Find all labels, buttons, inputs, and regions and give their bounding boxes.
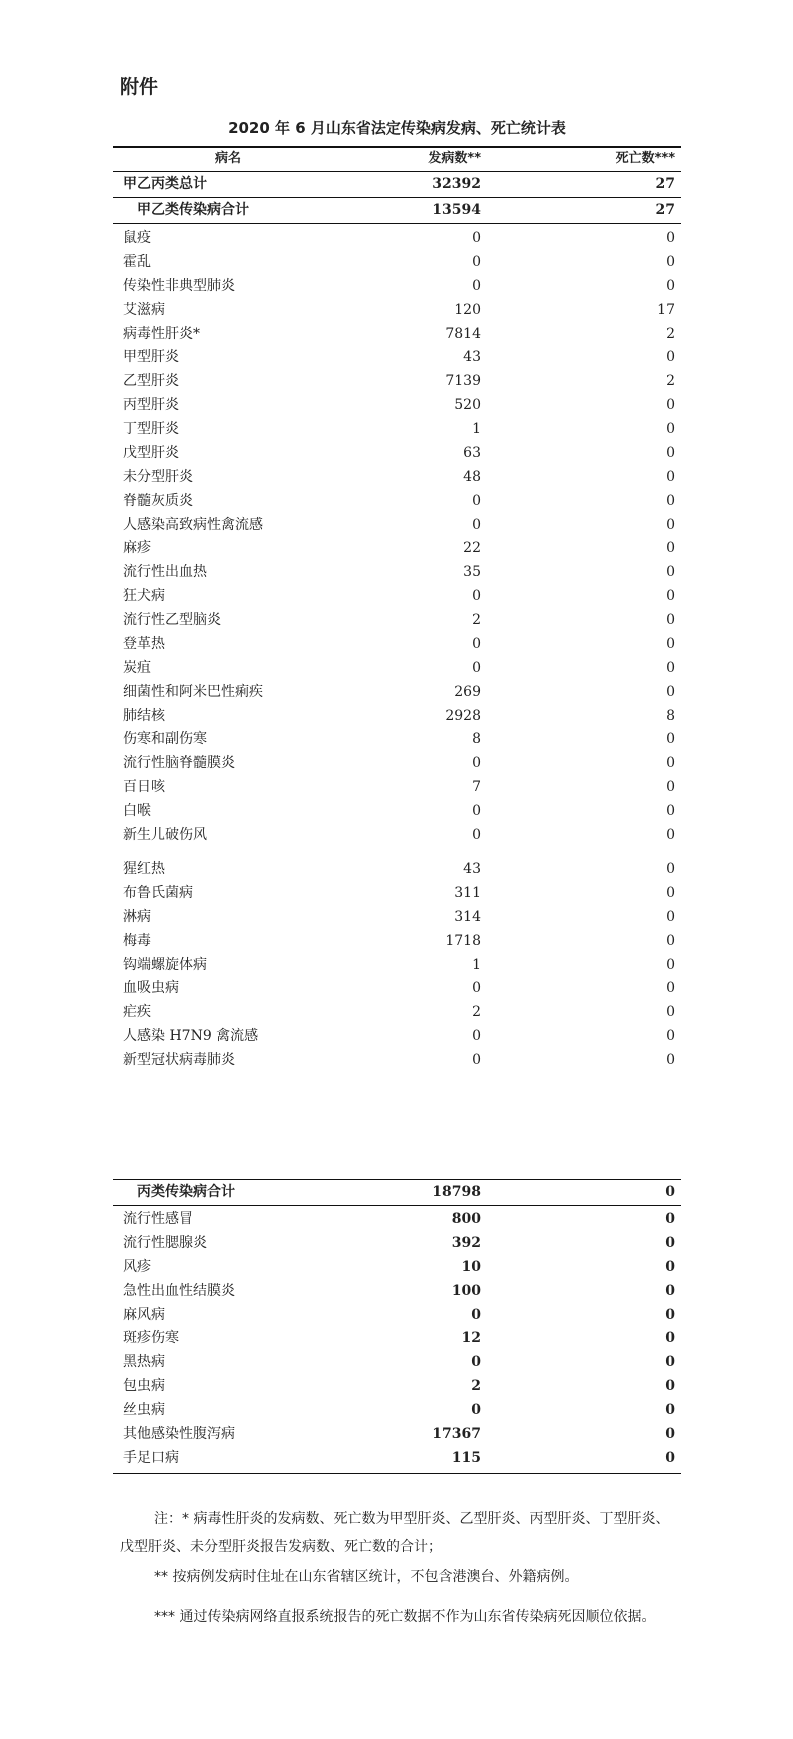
row-name: 霍乱 — [123, 253, 151, 270]
row-cases: 2 — [472, 1004, 481, 1021]
row-deaths: 0 — [666, 683, 675, 700]
row-deaths: 17 — [657, 301, 675, 318]
row-cases: 0 — [472, 635, 481, 652]
row-cases: 0 — [472, 277, 481, 294]
row-cases: 269 — [454, 683, 481, 700]
table-row — [113, 1279, 681, 1303]
table-row — [113, 536, 681, 560]
note-3: *** 通过传染病网络直报系统报告的死亡数据不作为山东省传染病死因顺位依据。 — [154, 1609, 656, 1625]
row-name: 麻风病 — [123, 1306, 165, 1323]
row-cases: 35 — [463, 564, 481, 581]
c-total-bottom-rule — [113, 1205, 681, 1206]
row-name: 急性出血性结膜炎 — [123, 1282, 235, 1299]
row-name: 甲型肝炎 — [123, 349, 179, 366]
row-deaths: 0 — [666, 908, 675, 925]
row-deaths: 0 — [666, 588, 675, 605]
table-row — [113, 881, 681, 905]
row-deaths: 27 — [655, 176, 675, 192]
row-name: 流行性出血热 — [123, 564, 207, 581]
row-name: 钩端螺旋体病 — [123, 956, 207, 973]
row-cases: 120 — [454, 301, 481, 318]
row-cases: 0 — [472, 230, 481, 246]
row-cases: 0 — [471, 1354, 481, 1371]
row-cases: 115 — [451, 1449, 481, 1466]
row-deaths: 0 — [666, 444, 675, 461]
row-cases: 18798 — [432, 1184, 481, 1200]
row-deaths: 0 — [666, 827, 675, 843]
row-deaths: 0 — [666, 980, 675, 997]
row-name: 脊髓灰质炎 — [123, 492, 193, 509]
row-cases: 0 — [472, 980, 481, 997]
table-row — [113, 345, 681, 369]
row-name: 梅毒 — [123, 932, 151, 949]
row-deaths: 0 — [666, 635, 675, 652]
table-row — [113, 298, 681, 322]
table-row — [113, 250, 681, 274]
row-deaths: 0 — [665, 1330, 675, 1347]
table-row — [113, 1024, 681, 1048]
row-cases: 0 — [472, 1052, 481, 1069]
row-deaths: 0 — [666, 253, 675, 270]
row-deaths: 0 — [666, 956, 675, 973]
row-deaths: 8 — [666, 707, 675, 724]
table-row — [113, 1350, 681, 1374]
row-name: 甲乙类传染病合计 — [137, 202, 249, 218]
table-row — [113, 799, 681, 823]
table-row — [113, 584, 681, 608]
table-row — [113, 274, 681, 298]
table-notes — [120, 1505, 680, 1631]
row-name: 丙类传染病合计 — [137, 1184, 235, 1200]
ab-total-row — [113, 198, 681, 222]
row-cases: 22 — [463, 540, 481, 557]
table-row — [113, 656, 681, 680]
row-name: 布鲁氏菌病 — [123, 884, 193, 901]
table-row — [113, 1303, 681, 1327]
row-cases: 311 — [454, 884, 481, 901]
row-name: 人感染高致病性禽流感 — [123, 516, 263, 533]
row-name: 丙型肝炎 — [123, 397, 179, 414]
row-name: 登革热 — [123, 635, 165, 652]
row-deaths: 0 — [665, 1282, 675, 1299]
row-name: 病毒性肝炎* — [123, 325, 200, 342]
table-row — [113, 751, 681, 775]
table-row — [113, 369, 681, 393]
row-deaths: 0 — [666, 230, 675, 246]
table-row — [113, 1231, 681, 1255]
row-name: 新型冠状病毒肺炎 — [123, 1052, 235, 1069]
header-disease-name: 病名 — [214, 151, 241, 166]
row-cases: 0 — [472, 588, 481, 605]
row-cases: 10 — [461, 1258, 481, 1275]
row-cases: 100 — [451, 1282, 481, 1299]
row-cases: 63 — [463, 444, 481, 461]
row-name: 炭疽 — [123, 659, 151, 676]
row-deaths: 0 — [665, 1234, 675, 1251]
row-name: 艾滋病 — [123, 301, 165, 318]
row-deaths: 0 — [666, 397, 675, 414]
row-deaths: 0 — [666, 349, 675, 366]
table-row — [113, 608, 681, 632]
row-deaths: 0 — [666, 540, 675, 557]
row-deaths: 0 — [666, 731, 675, 748]
row-deaths: 0 — [666, 612, 675, 629]
row-deaths: 0 — [665, 1425, 675, 1442]
row-cases: 13594 — [432, 202, 481, 218]
row-name: 细菌性和阿米巴性痢疾 — [123, 683, 263, 700]
row-cases: 0 — [472, 1028, 481, 1045]
row-name: 猩红热 — [123, 861, 165, 877]
row-cases: 7 — [472, 779, 481, 796]
row-cases: 1 — [472, 421, 481, 438]
row-deaths: 0 — [666, 1028, 675, 1045]
table-row — [113, 513, 681, 537]
row-name: 手足口病 — [123, 1449, 179, 1466]
row-cases: 0 — [472, 827, 481, 843]
row-deaths: 0 — [666, 516, 675, 533]
table-bottom-rule — [113, 1473, 681, 1474]
row-deaths: 0 — [666, 564, 675, 581]
row-deaths: 0 — [666, 659, 675, 676]
row-cases: 0 — [471, 1402, 481, 1419]
ab-total-rule — [113, 223, 681, 224]
row-cases: 0 — [472, 803, 481, 820]
row-cases: 0 — [472, 253, 481, 270]
table-row — [113, 976, 681, 1000]
row-name: 传染性非典型肺炎 — [123, 277, 235, 294]
row-name: 流行性脑脊髓膜炎 — [123, 755, 235, 772]
table-row — [113, 704, 681, 728]
row-deaths: 0 — [666, 277, 675, 294]
table-row — [113, 1000, 681, 1024]
row-deaths: 0 — [666, 755, 675, 772]
table-row — [113, 322, 681, 346]
row-cases: 0 — [472, 492, 481, 509]
table-row — [113, 560, 681, 584]
row-name: 流行性腮腺炎 — [123, 1234, 207, 1251]
row-deaths: 0 — [666, 1004, 675, 1021]
row-cases: 0 — [471, 1306, 481, 1323]
row-cases: 0 — [472, 659, 481, 676]
row-deaths: 0 — [665, 1378, 675, 1395]
header-deaths: 死亡数*** — [615, 151, 675, 166]
row-cases: 8 — [472, 731, 481, 748]
table-row — [113, 1255, 681, 1279]
row-name: 疟疾 — [123, 1004, 151, 1021]
row-name: 百日咳 — [123, 779, 165, 796]
row-cases: 12 — [461, 1330, 481, 1347]
row-cases: 392 — [451, 1234, 481, 1251]
table-row — [113, 465, 681, 489]
row-deaths: 0 — [666, 803, 675, 820]
row-cases: 1 — [472, 956, 481, 973]
attachment-label: 附件 — [120, 76, 159, 98]
row-deaths: 0 — [665, 1306, 675, 1323]
row-cases: 2 — [472, 612, 481, 629]
row-deaths: 0 — [666, 861, 675, 877]
row-name: 未分型肝炎 — [123, 468, 193, 485]
total-row — [113, 172, 681, 196]
row-name: 血吸虫病 — [123, 980, 179, 997]
row-cases: 7814 — [445, 325, 481, 342]
row-deaths: 0 — [665, 1258, 675, 1275]
row-cases: 2 — [471, 1378, 481, 1395]
row-cases: 7139 — [445, 373, 481, 390]
table-row — [113, 417, 681, 441]
table-row — [113, 1422, 681, 1446]
row-name: 狂犬病 — [123, 588, 165, 605]
row-cases: 1718 — [445, 932, 481, 949]
row-name: 斑疹伤寒 — [123, 1330, 179, 1347]
table-row — [113, 489, 681, 513]
note-2: ** 按病例发病时住址在山东省辖区统计，不包含港澳台、外籍病例。 — [154, 1569, 579, 1585]
row-cases: 2928 — [445, 707, 481, 724]
table-row — [113, 823, 681, 847]
table-row — [113, 393, 681, 417]
row-deaths: 0 — [665, 1449, 675, 1466]
table-header-row — [113, 147, 681, 171]
row-deaths: 0 — [665, 1184, 675, 1200]
row-cases: 43 — [463, 349, 481, 366]
row-deaths: 0 — [665, 1354, 675, 1371]
row-deaths: 0 — [666, 779, 675, 796]
table-row — [113, 953, 681, 977]
table-row — [113, 1207, 681, 1231]
row-name: 其他感染性腹泻病 — [123, 1425, 235, 1442]
row-name: 风疹 — [123, 1258, 151, 1275]
row-deaths: 0 — [666, 884, 675, 901]
row-cases: 32392 — [432, 176, 481, 192]
row-deaths: 0 — [665, 1402, 675, 1419]
table-row — [113, 632, 681, 656]
row-name: 包虫病 — [123, 1378, 165, 1395]
row-name: 麻疹 — [123, 540, 151, 557]
row-deaths: 27 — [655, 202, 675, 218]
row-name: 流行性感冒 — [123, 1211, 193, 1227]
table-row — [113, 1398, 681, 1422]
c-total-row — [113, 1180, 681, 1204]
row-name: 鼠疫 — [123, 230, 151, 246]
row-cases: 520 — [454, 397, 481, 414]
table-row — [113, 857, 681, 881]
row-deaths: 2 — [666, 325, 675, 342]
row-deaths: 0 — [666, 421, 675, 438]
row-cases: 43 — [463, 861, 481, 877]
row-name: 淋病 — [123, 908, 151, 925]
row-deaths: 0 — [666, 1052, 675, 1069]
row-deaths: 0 — [666, 468, 675, 485]
row-deaths: 0 — [666, 492, 675, 509]
table-row — [113, 441, 681, 465]
row-name: 流行性乙型脑炎 — [123, 612, 221, 629]
row-name: 丁型肝炎 — [123, 421, 179, 438]
row-name: 伤寒和副伤寒 — [123, 731, 207, 748]
table-row — [113, 775, 681, 799]
row-cases: 48 — [463, 468, 481, 485]
row-name: 乙型肝炎 — [123, 373, 179, 390]
row-name: 新生儿破伤风 — [123, 827, 207, 843]
row-name: 甲乙丙类总计 — [123, 176, 207, 192]
row-name: 肺结核 — [123, 707, 165, 724]
row-deaths: 0 — [666, 932, 675, 949]
row-deaths: 2 — [666, 373, 675, 390]
row-name: 丝虫病 — [123, 1402, 165, 1419]
table-row — [113, 1326, 681, 1350]
table-row — [113, 1446, 681, 1470]
header-cases: 发病数** — [428, 151, 481, 166]
note-1: 注：* 病毒性肝炎的发病数、死亡数为甲型肝炎、乙型肝炎、丙型肝炎、丁型肝炎、戊型肝炎、未分型肝炎报告发病数、死亡数的合计； — [120, 1511, 670, 1555]
table-row — [113, 905, 681, 929]
table-title: 2020 年 6 月山东省法定传染病发病、死亡统计表 — [228, 119, 566, 137]
row-name: 人感染 H7N9 禽流感 — [123, 1028, 259, 1045]
row-name: 戊型肝炎 — [123, 444, 179, 461]
table-row — [113, 1048, 681, 1072]
table-row — [113, 727, 681, 751]
row-cases: 0 — [472, 755, 481, 772]
row-cases: 800 — [451, 1211, 481, 1227]
row-deaths: 0 — [665, 1211, 675, 1227]
table-row — [113, 680, 681, 704]
table-row — [113, 226, 681, 250]
row-cases: 314 — [454, 908, 481, 925]
row-cases: 0 — [472, 516, 481, 533]
row-name: 黑热病 — [123, 1354, 165, 1371]
table-row — [113, 1374, 681, 1398]
table-row — [113, 929, 681, 953]
row-name: 白喉 — [123, 803, 151, 820]
row-cases: 17367 — [432, 1425, 481, 1442]
